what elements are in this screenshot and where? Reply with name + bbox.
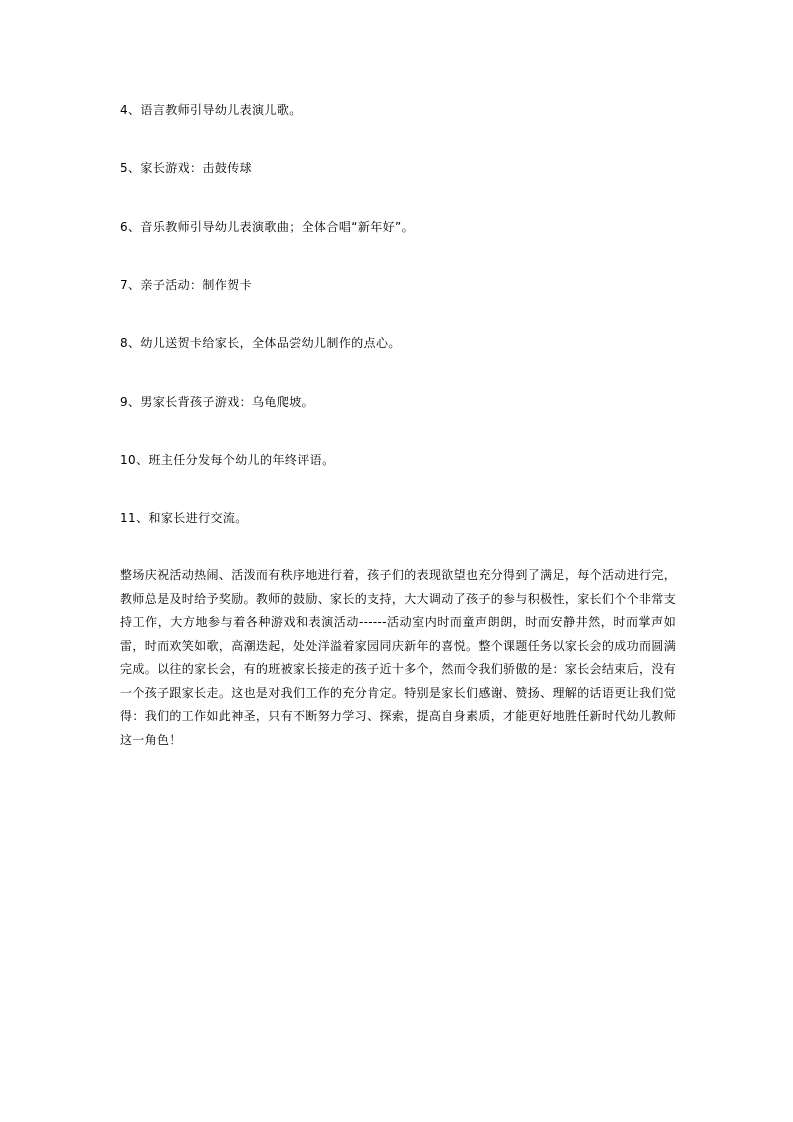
program-item-10: 10、班主任分发每个幼儿的年终评语。 (120, 453, 335, 467)
program-item-6: 6、音乐教师引导幼儿表演歌曲；全体合唱“新年好”。 (120, 220, 415, 234)
program-item-5: 5、家长游戏：击鼓传球 (120, 161, 253, 175)
program-item-11: 11、和家长进行交流。 (120, 511, 248, 525)
program-item-4: 4、语言教师引导幼儿表演儿歌。 (120, 103, 302, 117)
program-item-8: 8、幼儿送贺卡给家长，全体品尝幼儿制作的点心。 (120, 336, 401, 350)
program-item-7: 7、亲子活动：制作贺卡 (120, 278, 253, 292)
program-item-9: 9、男家长背孩子游戏：乌龟爬坡。 (120, 395, 315, 409)
summary-paragraph: 整场庆祝活动热闹、活泼而有秩序地进行着，孩子们的表现欲望也充分得到了满足，每个活动进行完，教师总是及时给予奖励。教师的鼓励、家长的支持，大大调动了孩子的参与积极性，家长们个个非常支持工作，大方地参与着各种游戏和表演活动------活动室内时而童声朗朗，时而安静井然，时而掌声如雷，时而欢笑如歌，高潮迭起，处处洋溢着家园同庆新年的喜悦。整个课题任务以家长会的成功而圆满完成。以往的家长会，有的班被家长接走的孩子近十多个，然而令我们骄傲的是：家长会结束后，没有一个孩子跟家长走。这也是对我们工作的充分肯定。特别是家长们感谢、赞扬、理解的话语更让我们觉得：我们的工作如此神圣，只有不断努力学习、探索，提高自身素质，才能更好地胜任新时代幼儿教师这一角色！ (120, 568, 676, 747)
